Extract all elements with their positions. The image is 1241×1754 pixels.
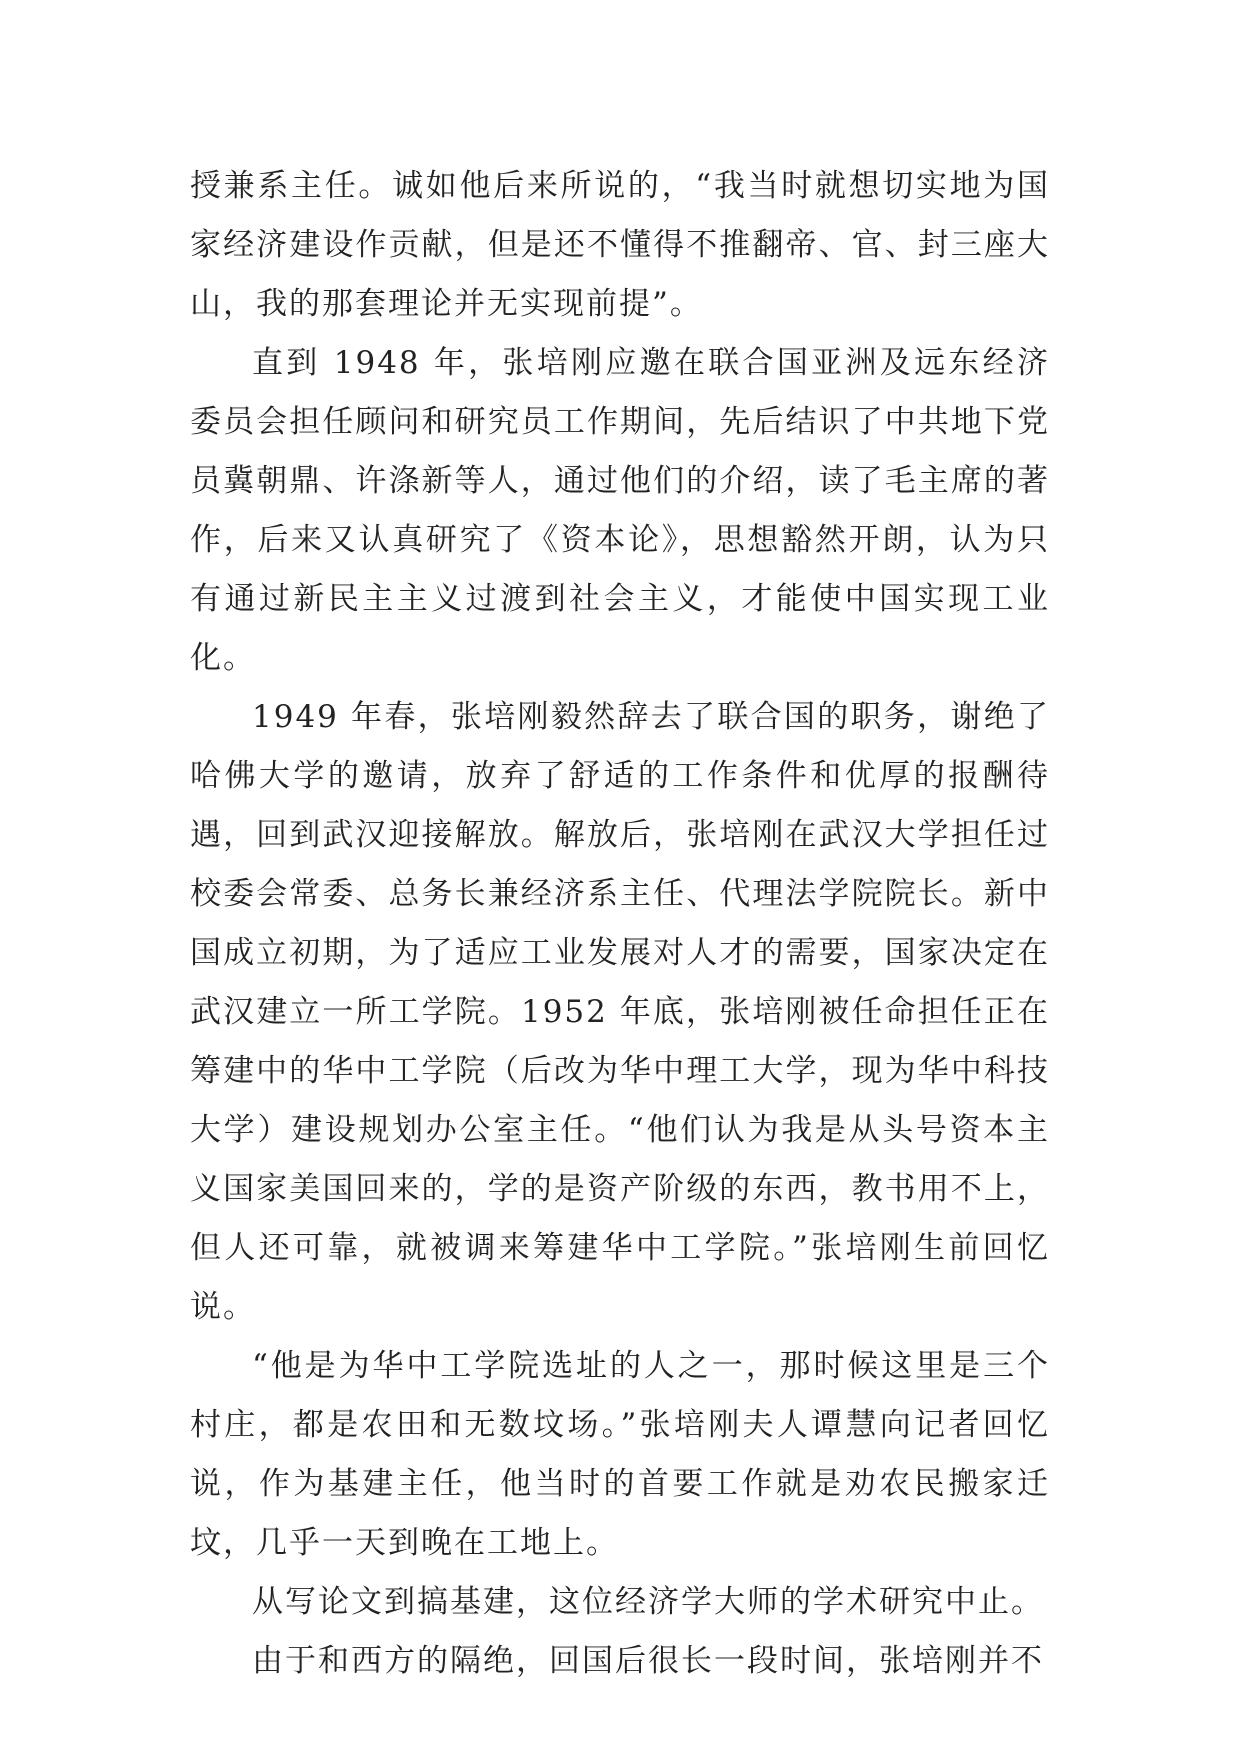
article-body [190,157,1050,1691]
paragraph-site-selection: “他是为华中工学院选址的人之一，那时候这里是三个村庄，都是农田和无数坟场。”张培刚夫人谭慧向记者回忆说，作为基建主任，他当时的首要工作就是劝农民搬家迁坟，几乎一天到晚在工地上。 [190,1348,1050,1561]
paragraph-1949: 1949 年春，张培刚毅然辞去了联合国的职务，谢绝了哈佛大学的邀请，放弃了舒适的工作条件和优厚的报酬待遇，回到武汉迎接解放。解放后，张培刚在武汉大学担任过校委会常委、总务长兼经济系主任、代理法学院院长。新中国成立初期，为了适应工业发展对人才的需要，国家决定在武汉建立一所工学院。1952 年底，张培刚被任命担任正在筹建中的华中工学院（后改为华中理工大学，现为华中科技大学）建设规划办公室主任。“他们认为我是从头号资本主义国家美国回来的，学的是资产阶级的东西，教书用不上，但人还可靠，就被调来筹建华中工学院。”张培刚生前回忆说。 [190,699,1050,1325]
paragraph-continuation: 授兼系主任。诚如他后来所说的，“我当时就想切实地为国家经济建设作贡献，但是还不懂得不推翻帝、官、封三座大山，我的那套理论并无实现前提”。 [190,168,1050,322]
paragraph-1948: 直到 1948 年，张培刚应邀在联合国亚洲及远东经济委员会担任顾问和研究员工作期间，先后结识了中共地下党员冀朝鼎、许涤新等人，通过他们的介绍，读了毛主席的著作，后来又认真研究了《资本论》，思想豁然开朗，认为只有通过新民主主义过渡到社会主义，才能使中国实现工业化。 [190,345,1050,676]
paragraph-isolation: 由于和西方的隔绝，回国后很长一段时间，张培刚并不 [252,1643,1044,1679]
paragraph-research-halt: 从写论文到搞基建，这位经济学大师的学术研究中止。 [252,1584,1044,1620]
